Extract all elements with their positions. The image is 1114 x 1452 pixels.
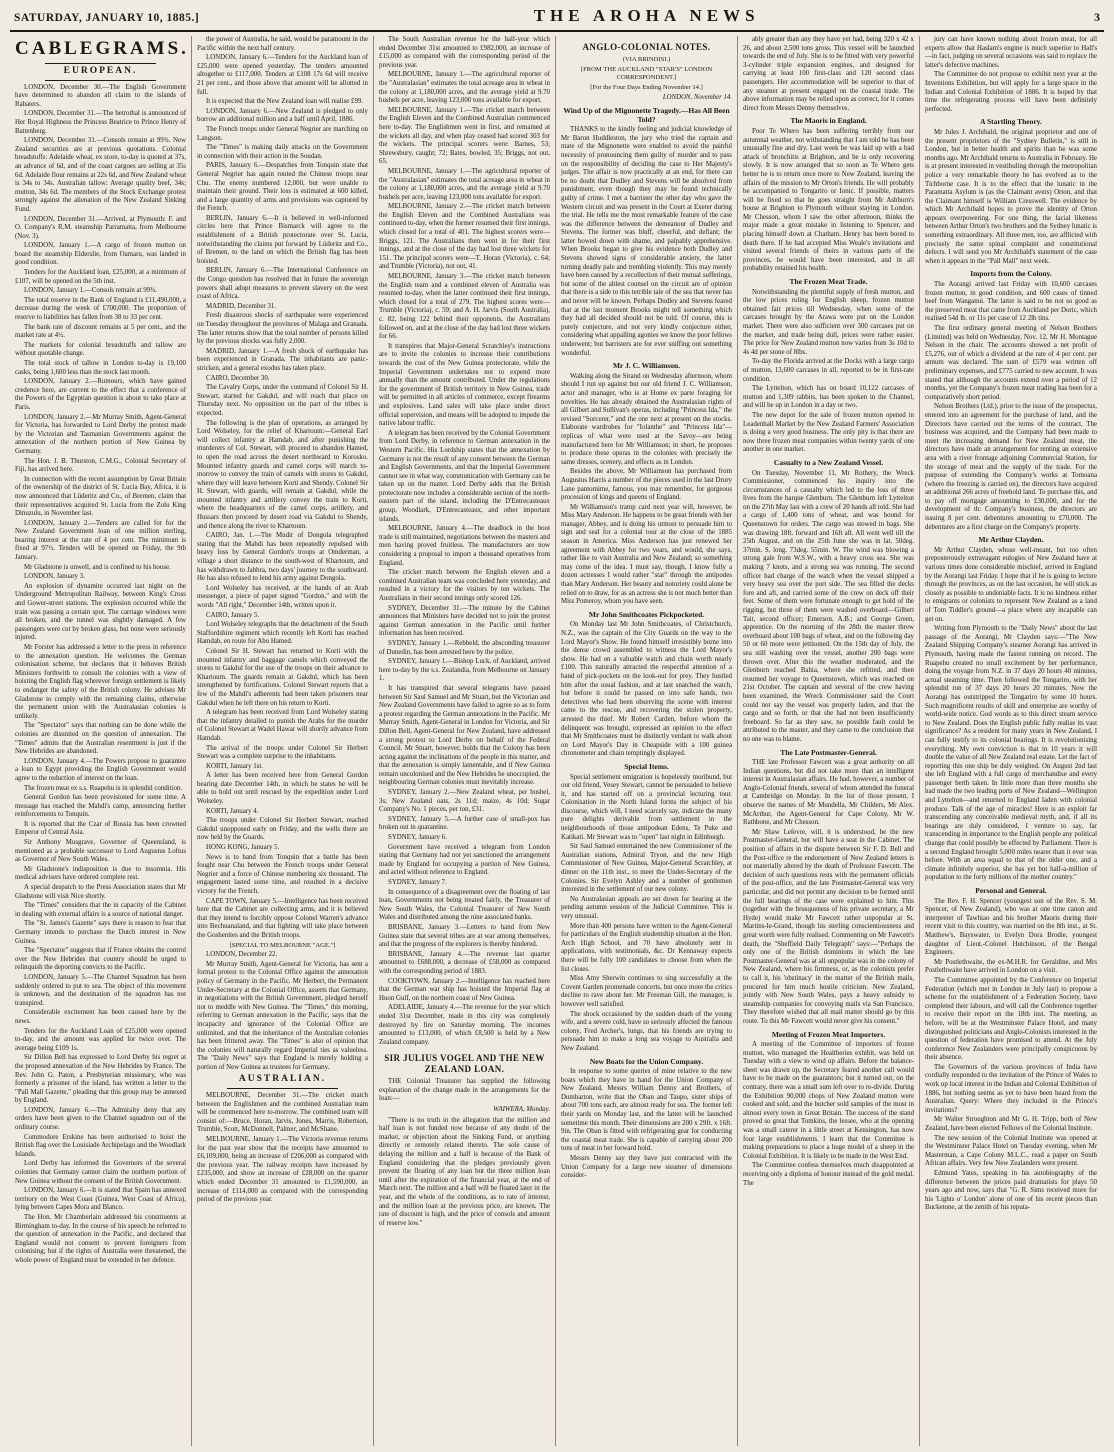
- article-paragraph: Colonel Sir H. Stewart has returned to Korti with the mounted infantry and baggage camels which conveyed the stores to Gakdul for the use of the troops on their advance to Khartoum. The guards remain at Gakdul, which has been strengthened by fortifications. Colonel Stewart reports that a few of the Mahdi's adherents had been taken prisoners near Gakdul when he left there on his return to Korti.: [197, 647, 368, 707]
- article-paragraph: LONDON, January 6.—The Admiralty deny that any orders have been given to the Channel squadron out of the ordinary course.: [15, 1106, 186, 1132]
- article-paragraph: In connection with the recent assumption by Great Britain of the ownership of the district of St. Lucia Bay, Africa, it is now announced that Lüderitz and Co., of Bremen, claim that their representatives acquired St. Lucia from the Zulu King Dinuzulu, in November last.: [15, 475, 186, 518]
- article-paragraph: The Committee do not propose to exhibit next year at the Inventions Exhibition, but will apply for a large space in the Indian and Colonial Exhibition of 1886. It is hoped by that time the refrigerating process will have been definitely perfected.: [925, 71, 1097, 113]
- article-paragraph: The Hon. J. B. Thurston, C.M.G., Colonial Secretary of Fiji, has arrived here.: [15, 457, 186, 474]
- article-paragraph: Special settlement emigration is hopelessly moribund, but our old friend, Vesey Stewart, cannot be persuaded to believe it, and has started off on a provincial lecturing tour. Colonisation in the North Island forms the subject of his discourse, which will, I need scarcely say, indicate the many pure delights derivable from settlement in the neighbourhoods of those antipodean Edens, Te Puke and Katikati. Mr Stewart was to "open" last night in Edinburgh.: [561, 773, 732, 841]
- article-paragraph: A meeting of the Committee of importers of frozen mutton, who managed the Healtheries exhibit, was held on Tuesday with a view to wind up affairs. Before the balance-sheet was drawn up, the Secretary feared another call would have to be made on the guarantors; but it turned out, on the contrary, there was a small sum left over to re-divide. During the Exhibition 90,000 chops of New Zealand mutton were cooked and sold, and the butcher sold samples of the most in almost every town in Great Britain. The success of the stand proved so great that Tomkins, the lessee, who at the opening was a small caterer in a little street at Kensington, has now four large establishments. I learn that the Committee is making preparations to place a huge model of a sheep in the Colonial Exhibition. It is likely to be made in the West End.: [743, 1041, 914, 1160]
- article-paragraph: Mr Postlethwaite, the ex-M.H.R. for Geraldine, and Mrs Postlethwaite have arrived in London on a visit.: [925, 958, 1097, 975]
- article-paragraph: LONDON, January 6.—New Zealand is pledged to only borrow an additional million and a half until April, 1886.: [197, 107, 368, 124]
- article-paragraph: On Monday last Mr John Smithcoates, of Christchurch, N.Z., was the captain of the City Guards on the way to the Lord Mayor's Show. He found himself irresistibly borne into the dense crowd assembled to witness the Lord Mayor's show. He had on a valuable watch and chain worth nearly £100. This naturally attracted the respectful attention of a band of pick-pockets on the look-out for prey. They hustled him after the usual fashion, and at last snatched the watch, but before it could be passed on into safe hands, two detectives who had been observing the scene with interest came to the rescue, and recovering the stolen property, arrested the thief. Mr Robert Carden, before whom the delinquent was brought, expressed an opinion to the effect that Mr Smithcoates must be distinctly verdant to walk about on Lord Mayor's Day in Cheapside with a 100 guinea chronometer and chain temptingly displayed.: [561, 621, 732, 758]
- article-paragraph: LONDON, December 31.—Consols remain at 99¾. New Zealand securities are at previous quotations. Colonial breadstuffs: Adelaide wheat, ex store, to-day is quoted at 37s, an advance of 6d, and of the coast cargoes are selling at 35s 6d. Adelaide flour remains at 22s 6d, and New Zealand wheat is 34s to 34s. Australian tallow: Average quality beef, 34s; mutton, 34s 6d. The members of the Stock Exchange protest strongly against the alienation of the New Zealand Sinking Fund.: [15, 137, 186, 213]
- article-paragraph: MELBOURNE, January 1.—The agricultural reporter of the "Australasian" estimates the total acreage area in wheat in the colony at 1,180,000 acres, and the average yield at 9.70 bushels per acre, leaving 123,000 tons available for export.: [379, 71, 550, 105]
- article-paragraph: The French troops under General Negrier are marching on Langson.: [197, 125, 368, 142]
- article-paragraph: LONDON, January 3.: [24, 573, 85, 581]
- article-paragraph: Lord Derby has informed the Governors of the several colonies that Germany cannot claim the northern portion of New Guinea without the consent of the British Government.: [15, 1160, 186, 1185]
- article-paragraph: BERLIN, January 6.—The International Conference on the Congo question has resolved that in future the sovereign powers shall adopt measures to prevent slavery on the west coast of Africa.: [197, 267, 368, 301]
- article-paragraph: Tenders for the Auckland Loan of £25,000 were opened to-day, and the amount was applied for twice over. The average being £109 1s.: [15, 1027, 186, 1052]
- article-paragraph: The frozen meat ex s.s. Ruapehu is in splendid condition.: [24, 784, 183, 792]
- article-paragraph: Mr Shaw Lefevre, will, it is understood, be the new Postmaster-General, but will have a seat in the Cabinet. The position of affairs in the dispute between Sir F. D. Bell and the Post-office re the endorsement of New Zealand letters is not materially altered by the death of Professor Fawcett. The decision of such questions rests with the permanent officials of the post-office, and the late Postmaster-General was very particular, and did not permit any decision to be formed until the full bearings of the case were explained to him. This (together with the brusqueness of his private secretary, a Mr Hyde) would make Mr Fawcett rather unpopular at St. Martins-le-Grand, though his sterling conscientiousness and great worth were fully realised. Commenting on Mr Fawcett's death, the "Sheffield Daily Telegraph" says:—"Perhaps the only one of the British dominions in which the late Postmaster-General was at all unpopular was in the colony of New Zealand, where his firmness, or, as the colonists prefer to call it, his 'obstinacy' in the matter of the British mails, procured for him much hostile criticism. New Zealand, jointly with New South Wales, pays a heavy subsidy to steamship companies for conveying mails via San Francisco. They therefore wished that all mail matter should go by this route. To this Mr Fawcett would never give his consent.": [743, 828, 914, 1025]
- article-paragraph: THE Colonial Treasurer has supplied the following explanation of the change made in the arrangements for the loan:—: [379, 1078, 550, 1103]
- article-paragraph: THANKS to the kindly feeling and judicial knowledge of Mr Baron Huddleston, the jury who tried the captain and mate of the Mignonette were enabled to avoid the painful necessity of pronouncing them guilty of murder and to pass on the responsibility of deciding the case to Her Majesty's judges. The affair is now practically at an end, for there can be no doubt that Dudley and Stevens will be absolved from punishment, even though they may be found technically guilty of crime. I met a barrister the other day who gave the Western circuit and was present in the Court at Exeter during the trial. He tells me the most remarkable feature of the case was the difference between the demeanour of Dudley and Stevens. The former was bluff, cheerful, and defiant; the latter bowed down with shame, and palpably apprehensive. When Brooks began to give his evidence both Dudley and Stevens showed signs of considerable anxiety, the latter turning deadly pale and trembling violently. This may merely have been caused by a recollection of their mutual sufferings, but some of the ablest counsel on the circuit are of opinion that there is a side to this terrible tale of the sea that never has and never will be known. Perhaps Dudley and Stevens feared that at the last moment Brooks might tell something which they had all decided should not be told. Of course, this is purely conjecture, and not very kindly conjecture either, considering what appalling agonies we know the poor fellows underwent; but barristers are for ever sniffing out something wonderful.: [561, 126, 732, 357]
- article-paragraph: Lord Wolseley has received, at the hands of an Arab messenger, a piece of paper signed "Gordon," and with the words "All right," December 14th, written upon it.: [197, 584, 368, 609]
- article-paragraph: No Australasian appeals are set down for hearing at the pending autumn session of the Judicial Committee. This is very unusual.: [561, 895, 732, 920]
- article-paragraph: Mr Arthur Clayden, whose well-meant, but too often preposterously extravagant eulogies of New Zealand have at various times done considerable mischief, arrived in England by the Aorangi last Friday. I hope that if he is going to lecture through the provinces, as on the last occasion, he will stick as closely as possible to undeniable facts. It is no kindness either to emigrants or colonists to represent New Zealand as a land of Tom Tiddler's ground—a place where any incapable can get on.: [925, 546, 1097, 623]
- column-3: [374, 36, 556, 1446]
- article-subhead: Wind Up of the Mignonette Tragedy.—Has All Been Told?: [563, 105, 730, 124]
- article-paragraph: COOKTOWN, January 2.—Intelligence has reached here that the German war ship has hoisted the Imperial flag at Huon Gulf, on the northern coast of New Guinea.: [379, 977, 550, 1002]
- article-dateline: LONDON, November 14.: [662, 94, 732, 102]
- column-2: [192, 36, 374, 1446]
- article-paragraph: The South Australian revenue for the half-year which ended December 31st amounted to £982,000, an increase of £15,000 as compared with the corresponding period of the previous year.: [379, 36, 550, 69]
- article-paragraph: It has transpired that several telegrams have passed between Sir Saul Samuel and Mr Stuart, but the Victorian and New Zealand Governments have failed to agree so as to form a protest regarding the German annexations in the Pacific. Mr Murray Smith, Agent-General in London for Victoria, and Sir Dillon Bell, Agent-General for New Zealand, have addressed a strong protest to Lord Derby on behalf of the Federal Council. Mr Stuart, however, holds that the Colony has been acting against the inclinations of the people in this matter, and that the annexation is simply lamentable, and if New Guinea remain uncolonised and the New Hebrides be unoccupied, the neighbouring German colonies must inevitably increase.: [379, 684, 550, 787]
- article-paragraph: The total stock of tallow in London to-day is 19,100 casks, being 1,600 less than the stock last month.: [15, 360, 186, 376]
- article-paragraph: It transpires that Major-General Scratchley's instructions are to invite the colonies to increase their contributions towards the cost of the New Guinea protectorate, while the Imperial Government undertakes not to expend more annually than the amount contributed. Under the regulations for the government of British territory in New Guinea, trade will be permitted in all articles of commerce, except firearms and explosives. Land sales will take place under direct official supervision, and means will be adopted to impede the native labour traffic.: [379, 342, 550, 428]
- article-paragraph: Edmund Yates, speaking in his autobiography of the difference between the prices paid dramatists for plays 50 years ago and now, says that "G. R. Sims received more for his 'Lights o' London' alone of one of his recent pieces than Bucketone, at the zenith of his reputa-: [925, 1170, 1097, 1212]
- article-paragraph: Commodore Erskine has been authorised to hoist the British flag over the Louisiade Archipelago and the Woodlark Islands.: [15, 1133, 186, 1158]
- article-paragraph: jury can have known nothing about frozen meat, for all experts allow that Haslam's engine is much superior to Hall's—in fact, judging on several occasions was said to replace the latter's defective machines.: [925, 36, 1097, 69]
- article-paragraph: Sir Anthony Musgrave, Governor of Queensland, is mentioned as a probable successor to Lord Augustus Loftus as Governor of New South Wales.: [15, 839, 186, 864]
- article-paragraph: "There is no truth in the allegation that the million and half loan is not funded now because of any doubt of the market, or objection about the Sinking Fund, or anything directly or remotely related thereto. The sole cause of delaying the million and a half is because of the Bank of England considering that the pledges previously given prevent the floating of any loan but the three million loan until after the expiration of the financial year, at the end of March next. The million and a half will be floated later in the year, and the whole of the conditions, as to rate of interest, and the million loan at the previous price, are known. The rate of discount is high, and the price of consols and amount of reserve low.": [379, 1116, 550, 1227]
- article-subhead: Personal and General.: [975, 886, 1047, 895]
- article-paragraph: ably greater than any they have yet had, being 320 x 42 x 26, and about 2,500 tons gross. This vessel will be launched towards the end of July. She is to be fitted with very powerful 3-cylinder triple expansion engines, and designed for carrying at least 100 first-class and 120 second class passengers. Her accommodation will be superior to that of any steamer at present engaged on the coastal trade. The above information may be relied upon as correct, for it comes direct from Messrs Denny themselves.: [743, 36, 914, 112]
- section-subtitle: AUSTRALIAN.: [238, 1074, 327, 1085]
- article-paragraph: LONDON, January 4.—The Powers propose to guarantee a loan to Egypt providing the English Government would agree to the reduction of interest on the loan.: [15, 757, 186, 782]
- article-paragraph: On Tuesday, November 11, Mr Rothery, the Wreck Commissioner, commenced his inquiry into the circumstances of a casualty which led to the loss of three lives from the barque Glenburn. The Glenburn left Lyttelton on the 27th May last with a crew of 20 hands all told. She had a cargo of 1,400 tons of wheat, and was bound for Queenstown for orders. The cargo was stowed in bags. She was drawing 18ft. forward and 16ft aft. All went well till the 25th August, and on the 25th June she was in lat. 50deg. 37min. S, long. 73deg. 55min. W. The wind was blowing a strong gale from W.S.W., with a heavy cross sea. She was making 7 knots, and a strong sea was running. The second officer had charge of the watch when the vessel shipped a very heavy sea over the port side. The sea filled the decks fore and aft, and carried some of the crew on deck off their feet. Some of them were fortunate enough to get hold of the rigging, but three of them were washed overboard—Gilbert Tait, second officer; Emerson, A.B.; and George Green, apprentice. On the morning of the 28th the master threw overboard about 100 bags of wheat, and on the following day 50 or 60 more were jettisoned. On the 15th day of July, the sea still washing over the vessel, another 200 bags were thrown over. After this the weather moderated, and the Glenburn reached Bahia, where she refitted, and then resumed her voyage to Queenstown, which was reached on 21st October. The captain and several of the crew having been examined, the Wreck Commissioner said the Court could not say the vessel was properly laden, and that the cargo and so forth, or that she had not been insufficiently freeboard. So far as they saw, no possible fault could be attributed to the master, and they came to the conclusion that no one was to blame.: [743, 469, 914, 743]
- article-paragraph: It is expected that the New Zealand loan will realise £99.: [206, 98, 364, 106]
- column-6: [920, 36, 1102, 1446]
- article-paragraph: The Lyttelton, which has on board 10,122 carcases of mutton and 1,309 rabbits, has been spoken in the Channel, and will be up in London in a day or two.: [743, 385, 914, 410]
- column-1: [10, 36, 192, 1446]
- article-paragraph: SYDNEY, January 7.: [388, 879, 447, 886]
- article-paragraph: Mr Gladstone is unwell, and is confined to his house.: [24, 563, 171, 571]
- article-paragraph: The "Times" is making daily attacks on the Government in connection with their action in the Soudan.: [197, 144, 368, 160]
- article-paragraph: BERLIN, January 6.—It is believed in well-informed circles here that Prince Bismarck will agree to the establishment of a British protectorate over St. Lucia, notwithstanding the claims put forward by Lüderitz and Co., of Bremen, to the land on which the British flag has been hoisted.: [197, 214, 368, 265]
- article-paragraph: The Committee appointed by the Conference on Imperial Federation (which met in London in July last) to propose a scheme for the establishment of a Federation Society, have completed their labours, and will call the Conference together to receive their report on the 18th inst. The meeting, as before, will be at the Westminster Palace Hotel, and many distinguished politicians and Anglo-Colonists interested in the question of federation have promised to attend. At the July conference New Zealanders were principally conspicuous by their absence.: [925, 976, 1097, 1062]
- article-paragraph: SYDNEY, January 1.—Rebbeld, the absconding treasurer of Dunedin, has been arrested here by the police.: [379, 639, 550, 656]
- article-paragraph: An explosion of dynamite occurred last night on the Underground Metropolitan Railway, between King's Cross and Gower-street stations. The explosion occurred while the train was passing a certain spot. The carriage windows were all broken, and the tunnel was slightly damaged. A few passengers were cut by broken glass, but none were seriously injured.: [15, 582, 186, 642]
- article-paragraph: MELBOURNE, January 1.—The cricket match between the English Eleven and the Combined Australian commenced here to-day. The Englishmen went in first, and remained at the wickets all day, and when play ceased had scored 303 for the wickets. The principal scorers were: Barnes, 53; Shrewsbury, caught; 72; Bates, bowled, 35; Briggs, not out, 65.: [379, 106, 550, 166]
- article-paragraph: LONDON, January 5.—The Channel Squadron has been suddenly ordered to put to sea. The object of this movement is unknown, and the destination of the squadron has not transpired.: [15, 973, 186, 1007]
- article-paragraph: Fresh disastrous shocks of earthquake were experienced on Tuesday throughout the provinces of Malaga and Granada. The latter returns show that the total number of persons killed by the previous shocks was fully 2,000.: [197, 312, 368, 346]
- article-dateline: WAIWERA, Monday.: [493, 1106, 550, 1114]
- article-paragraph: Government have received a telegram from London stating that Germany had not yet sanctioned the arrangement made by England for occupying a portion of New Guinea, and acted without reference to England.: [379, 843, 550, 877]
- column-5: [738, 36, 920, 1446]
- article-paragraph: MELBOURNE, January 4.—The deadlock in the boot trade is still maintained, negotiations between the masters and men having proved fruitless. The manufacturers are now considering a proposal to import a thousand operatives from England.: [379, 525, 550, 567]
- newspaper-title: THE AROHA NEWS: [533, 6, 760, 25]
- article-paragraph: The "Times" considers that the in capacity of the Cabinet in dealing with external affairs is a source of national danger.: [15, 902, 186, 918]
- article-paragraph: The Hon. Mr Chamberlain addressed his constituents at Birmingham to-day. In the course of his speech he referred to the question of annexation in the Pacific, and declared that England would not consent to prevent foreigners from colonising; but if the rights of Australia were threatened, the whole power of England must be extended in her defence.: [15, 1214, 186, 1264]
- article-paragraph: Writing from Plymouth to the "Daily News" about the last passage of the Aorangi, Mr Clayden says:—"The New Zealand Shipping Company's steamer Aorangi has arrived in Plymouth, having made the fastest running on record. The Ruapehu created no small excitement by her performance, doing the voyage from N.Z. in 37 days 20 hours 40 minutes, actual steaming time. Then followed the Tongariro, with her splendid run of 37 days 20 hours 20 minutes. Now the Aorangi has outstripped the Tongariro by some 10 hours. Such magnificent results of skill and enterprise are worthy of world-wide notice. God words as to this direct steam service to New Zealand. Does the English public fully realise its vast significance? As a resident for many years in New Zealand, I can fully testify to its colonial bearings. It is revolutionising everything. My own conviction is that in 10 years it will double the value of all New Zealand real estate. Let the fact of reporting this one ship be duly weighed. On August 2nd last she left England with a full cargo of merchandise and every passenger berth taken. In little more than three months she had made the two leading ports of New Zealand—Wellington and Lyttelton—and returned to England laden with colonial produce. Talk of the age of miracles! Here is an exploit far transcending any conceivable medieval myth, and, if all its bearings are duly considered, I venture to say, far transcending in importance to the English people any political change that could possibly be effected by Parliament. There is a second England brought 5,000 miles nearer than it ever was before. With an area equal to that of the older one, and a climate infinitely superior, she has yet but half-a-million of population to the forty millions of the mother country.": [925, 625, 1097, 882]
- article-paragraph: MELBOURNE, January 1.—The Victoria revenue returns for the past year show that the receipts have amounted to £6,109,000, being an increase of £206,000 as compared with the previous year. The railway receipts have increased by £235,000, and show an increase of £28,000 on the quarter which ended December 31 amounted to £1,590,000, an increase of £114,000 as compared with the corresponding period of the previous year.: [197, 1136, 368, 1204]
- article-paragraph: MADRID, January 1.—A fresh shock of earthquake has been experienced in Granada. The inhabitants are panic-stricken, and a general exodus has taken place.: [197, 347, 368, 372]
- article-paragraph: A special despatch to the Press Association states that Mr Gladstone will visit Nice shortly.: [15, 884, 186, 900]
- article-paragraph: In consequence of a disagreement over the floating of last loan, Governments not being treated fairly, the Treasurer of New South Wales, the Colonial Treasurer of New South Wales and distributed among the nine associated banks.: [379, 888, 550, 922]
- article-paragraph: Poor Te Whero has been suffering terribly from our autumnal weather, not withstanding that I am told he has been unusually fine and dry. Last week he was laid up with a bad attack of bronchitis at Brighton, and he is only recovering slowly. It is now arranged that so soon as Te Whero gets better he is to return once more to New Zealand, leaving the affairs of the mission to Mr Orton's friends. He will probably be accompanied to Tongariro or Ionic. If possible, matters will be fixed so that he goes straight from Mr Ashburn's house at Brighton to Plymouth without staying in London. Mr Chesson, whom I saw the other afternoon, thinks the major made a great mistake in listening to Spencer, and placing himself down at Chatham. Henry has been bored to death there. If he had accepted Miss Weale's invitations and visited several friends of theirs in various parts of the provinces, he would have been interested, and in all probability retained his health.: [743, 127, 914, 273]
- article-paragraph: The total reserve in the Bank of England is £11,490,000, a decrease during the week of £700,000. The proportion of reserve to liabilities has fallen from 38 to 33 per cent.: [15, 296, 186, 322]
- article-paragraph: BRISBANE, January 3.—Letters to hand from New Guinea state that several tribes are at war among themselves, and that the progress of the explorers is thereby hindered.: [379, 923, 550, 949]
- article-paragraph: Mr Williamson's tramp card next year will, however, be Miss Mary Anderson. He happens to be great friends with her manager, Abbey, and is doing his utmost to persuade him to sign and seal for a colonial tour at the close of the 1885 season in America. Miss Anderson has just renewed her agreement with Abbey for two years, and would, she says, rather like to visit Australia and New Zealand; so something may come of the idea. I must say, though, I know fully a dozen actresses I would rather "star" through the antipodes than Mary Anderson. Her beauty and notoriety could alone be relied on to draw, for as an actress she is not much better than Miss Pomeroy, whom you have seen.: [561, 503, 732, 606]
- columns: [10, 36, 1104, 1446]
- article-subhead: The Frozen Meat Trade.: [789, 277, 868, 287]
- article-paragraph: Considerable excitement has been caused here by the news.: [15, 1009, 186, 1025]
- article-paragraph: News is to hand from Tonquin that a battle has been fought near Chu between the French troops under General Negrier and a force of Chinese numbering six thousand. The engagement lasted some time, and resulted in a decisive victory for the French.: [197, 853, 368, 895]
- article-paragraph: The new session of the Colonial Institute was opened at the Westminster Palace Hotel on Tuesday evening, when Mr Masterman, a Cape Colony M.L.C., read a paper on South African affairs. Very few New Zealanders were present.: [925, 1134, 1097, 1168]
- page-number: 3: [1093, 10, 1100, 24]
- article-credit: [FROM THE AUCKLAND "STAR'S" LONDON CORRESPONDENT.]: [580, 65, 713, 82]
- masthead: [10, 6, 1104, 32]
- article-paragraph: SYDNEY, January 1.—Bishop Luck, of Auckland, arrived here to-day by the s.s. Zealandia, from Melbourne on January 1.: [379, 658, 550, 683]
- article-paragraph: LONDON, January 2.—Mr Murray Smith, Agent-General for Victoria, has forwarded to Lord Derby the protest made by the Victorian and Tasmanian Governments against the annexation of the northern portion of New Guinea by Germany.: [15, 413, 186, 455]
- article-paragraph: Sir Saul Samuel entertained the new Commissioner of the Australian stations, Admiral Tryon, and the new High Commissioner of New Guinea, Major-General Scratchley, at dinner on the 11th inst., to meet the Under-Secretary of the Colonies. Sir Evelyn Ashley and a number of gentlemen interested in the settlement of our new colony.: [561, 843, 732, 894]
- article-paragraph: The markets for colonial breadstuffs and tallow are without quotable change.: [15, 341, 186, 358]
- article-paragraph: Besides the above, Mr Williamson has purchased from Augustus Harris a number of the pieces used in the last Drury Lane pantomime, famous, you may remember, for gorgeous procession of kings and queens of England.: [561, 468, 732, 502]
- article-paragraph: LONDON, December 31.—The betrothal is announced of Her Royal Highness the Princess Beatrice to Prince Henry of Battenberg.: [15, 110, 186, 135]
- article-paragraph: MELBOURNE, December 31.—The cricket match between the Englishmen and the combined Australian team will be commenced here to-morrow. The combined team will consist of:—Bruce, Horan, Jarvis, Jones, Marris, Robertson, Trumble, Scott, McDonnell, Palmer, and McShane.: [197, 1092, 368, 1134]
- article-credit: (VIA BRINDISI.): [622, 56, 671, 63]
- article-subhead: New Boats for the Union Company.: [589, 1056, 704, 1066]
- article-paragraph: The Committee confess themselves much disappointed at receiving only a diploma of honour instead of the gold medal. The: [743, 1162, 914, 1187]
- article-paragraph: MELBOURNE, January 2.—The cricket match between the English Eleven and the Combined Australians was continued to-day, when the former resumed their first innings, which closed for a total of 401. The highest scorers were—Briggs, 121. The Australians then went in for their first innings, and at the close of the day had lost three wickets for 151. The principal scorers were—T. Horan (Victoria), c. 64; and Trumble (Victoria), not out, 41.: [379, 203, 551, 271]
- article-paragraph: Lord Wolseley telegraphs that the detachment of the South Staffordshire regiment which recently left Korti has reached Hamdab, en route for Abu Hamed.: [197, 621, 368, 646]
- article-paragraph: The new depot for the sale of frozen mutton opened in Leadenhall Market by the New Zealand Farmers' Association is doing a very good business. The only pity is that there are now three frozen meat companies within twenty yards of one another in one market.: [743, 411, 914, 454]
- article-paragraph: MELBOURNE, January 3.—The cricket match between the English team and a combined eleven of Australia was resumed to-day, when the latter continued their first innings, which closed for a total of 279. The highest scores were—Trumble (Victoria), c. 59; and A. H. Jarvis (South Australia), c. 82, being 122 behind their opponents, the Australians followed on, and at the close of the day had lost three wickets for 66.: [379, 273, 550, 341]
- article-paragraph: The shock occasioned by the sudden death of the young wife, and a severe cold, have so seriously affected the famous colony, Fred Archer's, lungs, that his friends are trying to persuade him to make a long sea voyage to Australia and New Zealand.: [561, 1010, 732, 1052]
- article-paragraph: A letter has been received here from General Gordon bearing date December 14th, in which he states he will be able to hold out until rescued by the expedition under Lord Wolseley.: [197, 772, 368, 806]
- article-paragraph: The following is the plan of operations, as arranged by Lord Wolseley, for the relief of Khartoum:—General Earl will collect infantry at Hamdab, and after punishing the murderers of Col. Stewart, will proceed to abandon Hamed, to open the road across the desert northward to Korosko. Mounted infantry guards and camel corps will march to-morrow to convey the train of camels with stores to Gakdul, where they will leave between Korti and Shendy. Colonel Sir H. Stewart, with guards, will remain at Gakdul, while the mounted infantry and artillery convey the train to Korti, where the headquarters of the camel corps, artillery, and Hussars then proceed by desert road via Gakdul to Shendy, and thence along the river to Khartoum.: [197, 419, 368, 530]
- article-paragraph: In response to some queries of mine relative to the new boats which they have in hand for the Union Company of New Zealand, Messrs William Denny and Brothers, of Dumbarton, write that the Oban and Taupo, sister ships of about 700 tons each, are almost ready for sea. The former left their yards on Monday last, and the latter will be launched sometime this month. Their dimensions are 200 x 29ft. x 16ft. 9in. The Oban is fitted with refrigerating gear for conducting the coastal meat trade. She is capable of carrying about 200 tons of meat in her forward hold.: [561, 1068, 732, 1153]
- article-subhead: Special Items.: [624, 761, 669, 771]
- article-paragraph: Miss Amy Sherwin continues to sing successfully at the Covent Garden promenade concerts, but once more the critics decline to rave about her. Mr Freeman Gill, the manager, is however well satisfied.: [561, 975, 732, 1008]
- article-paragraph: The "Spectator" says that nothing can be done while the colonies are disunited on the question of annexation. The "Times" admits that the Australian resentment is just if the New Hebrides are abandoned.: [15, 722, 186, 756]
- article-paragraph: MELBOURNE, January 1.—The agricultural reporter of the "Australasian" estimates the total acreage area in wheat in the colony at 1,180,000 acres, and the average yield at 9.70 bushels per acre, leaving 123,000 tons available for export.: [379, 167, 550, 201]
- article-paragraph: HONG KONG, January 5.: [206, 844, 280, 852]
- article-paragraph: LONDON, December 22.: [206, 951, 278, 959]
- article-subhead: The Late Postmaster-General.: [780, 747, 877, 757]
- column-4: [556, 36, 738, 1446]
- article-paragraph: The troops under Colonel Sir Herbert Stewart, reached Gakdul unopposed early on Friday, and the wells there are now held by the Guards.: [197, 817, 368, 842]
- article-subhead: Meeting of Frozen Meat Importers.: [771, 1029, 886, 1039]
- article-paragraph: Nelson Brothers (Ltd.), prior to the issue of the prospectus, entered into an agreement for the purchase of land, and the Directors have carried out the terms of the contract. The business was acquired, and the Company had been made to meet the increasing demand for New Zealand meat, the directors have made an arrangement for renting an extensive area with a river frontage adjoining Commercial Station, for the storage of meat and the supply of the trade. For the purpose of extending the Company's works at Tomoana (where the freezing is carried on), the directors have acquired an additional 266 acres of freehold land. To purchase this, and to pay off mortgage amounting to £30,000, and for the development of th: Company's business, the directors are issuing 8 per cent. debentures amounting to £70,000. The debentures are a first charge on the Company's property.: [925, 403, 1097, 531]
- article-paragraph: Tenders for the Auckland loan, £25,000, at a minimum of £107, will be opened on the 5th inst.: [15, 269, 186, 285]
- article-paragraph: The "St. James's Gazette" says there is reason to fear that Germany intends to purchase the Dutch interest in New Guinea.: [15, 920, 186, 945]
- article-paragraph: MADRID, December 31.: [206, 302, 277, 310]
- article-paragraph: The first ordinary general meeting of Nelson Brothers (Limited) was held on Wednesday, Nov. 12, Mr H. Montague Nelson in the chair. The accounts showed a net profit of £5,276, out of which a dividend at the rate of 4 per cent. per annum was declared. The sum of £579 was written off preliminary expenses, and £775 carried to new account. It was stated that although the accounts extend over a period of 12 months, yet the Company's frozen meat trading has been for a comparatively short period.: [925, 325, 1098, 401]
- article-paragraph: The Aorangi arrived last Friday with 10,600 carcases frozen mutton, in good condition, and 600 cases of tinned beef from Wanganui. The latter is said to be not so good as the preserved meat that came from Auckland per Doric, which realised 54d lb. or 11s per case of 12 2lb tins.: [925, 281, 1097, 323]
- article-paragraph: More than 400 persons have written to the Agent-General for particulars of the English studentship situation at the Hon. Arch High School, and 70 have absolutely sent in applications, with testimonials, &c. Dr Kennaway expects there will be fully 100 candidates to choose from when the list closes.: [561, 922, 732, 973]
- article-paragraph: SYDNEY, January 6.: [388, 834, 447, 842]
- title-rule: [45, 63, 156, 64]
- article-paragraph: Messrs Denny say they have just contracted with the Union Company for a large new steamer of dimensions consider-: [561, 1155, 732, 1180]
- article-paragraph: The bank rate of discount remains at 5 per cent., and the market rate at 4½.: [15, 323, 186, 340]
- article-paragraph: A telegram has been received by the Colonial Government from Lord Derby, in reference to German annexation in the Western Pacific. His Lordship states that the annexation by Germany is not the result of any consent between the German and English Governments, and that the Imperial Government cannot see in what way, communication with Germany can be taken up on the matter. Lord Derby adds that the British protectorate now includes a considerable section of the north-eastern part of the island, including the D'Entrecasteaux group, Woodlark, D'Entrecasteaux, and other important islands.: [379, 429, 550, 523]
- article-paragraph: KORTI, January 1st.: [206, 762, 263, 770]
- article-subhead: Mr John Smithcoates Pickpocketed.: [588, 609, 705, 619]
- issue-date: SATURDAY, JANUARY 10, 1885.]: [14, 12, 200, 24]
- article-subhead: Mr J. C. Williamson.: [612, 361, 681, 371]
- article-paragraph: The "Spectator" suggests that if France obtains the control over the New Hebrides that country should be urged to relinquish the deporting convicts to the Pacific.: [15, 947, 186, 972]
- article-paragraph: ADELAIDE, January 4.—The revenue for the year which ended 31st December, made in this city was completely destroyed by fire on Saturday morning. The incomes amounted to £13,000, of which £8,500 is held by a New Zealand company.: [379, 1004, 550, 1046]
- article-paragraph: LONDON, January 6.—It is stated that Spain has annexed territory on the West Coast (Guinea, West Coast of Africa), lying between Capes Mora and Blanco.: [15, 1187, 186, 1212]
- article-subhead: Casualty to a New Zealand Vessel.: [773, 457, 884, 467]
- article-paragraph: The Rev. F. H. Spencer (youngest son of the Rev. S. M. Spencer, of New Zealand), who was at one time canon and interpreter of Tawhiao and his brother Maoris during their recent visit to this country, was married on the 8th inst., at St. Matthew's, Bayswater, to Evelyn Dora Brodie, youngest daughter of Lieut.-Colonel Hutchinson, of the Bengal Engineers.: [925, 897, 1097, 957]
- article-paragraph: The Governors of the various provinces of India have cordially responded to the invitation of the Prince of Wales to work up local interest in the Indian and Colonial Exhibition of 1886, but nothing seems as yet to have been heard from the Australian. Query: Where they included in the Prince's invitations?: [925, 1063, 1097, 1114]
- article-paragraph: KORTI, January 4.: [206, 807, 259, 815]
- article-paragraph: SYDNEY, January 5.—A further case of small-pox has broken out in quarantine.: [379, 815, 550, 832]
- article-paragraph: Mr Murray Smith, Agent-General for Victoria, has sent a formal protest to the Colonial Office against the annexation policy of Germany in the Pacific. Mr Herbert, the Permanent Under-Secretary at the Colonial Office, asserts that Germany, in negotiations with the British Government, pledged herself not to meddle with New Guinea. The "Times," this morning, referring to German annexation in the Pacific, says that the incapacity and ignorance of the Colonial Office are unlimited, and that the inheritance of the Australian colonies has been frittered away. The "Times" is also of opinion that the colonies will naturally regard Imperial ties as valueless. The "Daily News" says that England is merely holding a portion of New Guinea as trustees for Germany.: [197, 960, 368, 1071]
- article-subhead: Mr Arthur Clayden.: [978, 535, 1044, 545]
- article-paragraph: Sir Dillon Bell has expressed to Lord Derby his regret at the proposed annexation of the New Hebrides by France. The Rev. John G. Paton, a Presbyterian missionary, who was formerly a prisoner of the island, has written a letter to the "Pall Mall Gazette," pleading that this group may be annexed by England.: [15, 1054, 186, 1105]
- article-paragraph: PARIS, January 6.—Despatches from Tonquin state that General Negrier has again routed the Chinese troops near Chu. The enemy numbered 12,000, but were unable to maintain their ground. Their loss is estimated at 600 killed, and a large quantity of arms and provisions was captured by the French.: [197, 162, 368, 213]
- article-paragraph: Mr Forster has addressed a letter to the press in reference to the annexation question. He welcomes the German colonisation scheme, but declares that it behoves British Ministers forthwith to consult the colonies with a view of hoisting the English flag wherever foreign settlement is likely to endanger the safety of the British colony. He advises Mr Gladstone to comply with the remaining claims, otherwise the permanent union with the Australasian colonies is unlikely.: [15, 644, 186, 720]
- article-paragraph: CAIRO, Jan. 1.—The Mudir of Dongola telegraphed stating that the Mahdi has been repeatedly repulsed with heavy loss by General Gordon's troops at Omderman, a village a short distance to the south-west of Khartoum, and has withdrawn to Jabbra, two days' journey to the southward. He has also refused to lend his army against Dongola.: [197, 532, 368, 583]
- article-paragraph: THE late Professor Fawcett was a great authority on all Indian questions, but did not take more than an intelligent interest in Australasian affairs. He had, however, a number of Anglo-Colonial friends, several of whom attended the funeral at Cambridge on Monday. In the list of those present, I observe the names of Mr Mundella, Mr Childers, Mr Alex. McArthur, the Agent-General for Cape Colony, Mr W. Rathbone, and Mr Chesson.: [743, 759, 914, 827]
- article-paragraph: LONDON, January 2.—Tenders are called for for the New Zealand Government loan of one million sterling, bearing interest at the rate of 4 per cent. The minimum is fixed at 97½. Tenders will be opened on Friday, the 9th January.: [15, 519, 186, 562]
- article-paragraph: CAPE TOWN, January 5.—Intelligence has been received here that the Cabinet are collecting arms, and it is believed that they intend to forcibly oppose Colonel Warren's advance into Bechuanaland, and that fighting will take place between the Goshenites and the British troops.: [197, 897, 368, 939]
- article-paragraph: Walking along the Strand on Wednesday afternoon, whom should I run up against but our old friend J. C. Williamson, actor and manager, who is at Home ex parte foraging for novelties. He has already obtained the Australasian rights of all Gilbert and Sullivan's operas, including "Princess Ida," the revised "Sorcerer," and the one next at present on the stocks. Elaborate wardrobes for "Iolanthe" and "Princess Ida"—replicas of what were used at the Savoy—are being manufactured here for Mr Williamson; in short, he proposes to produce these operas in the colonies with precisely the same dresses, scenery, and effects as in London.: [561, 372, 732, 466]
- subtitle-rule: [227, 1088, 338, 1089]
- article-paragraph: BRISBANE, January 4.—The revenue last quarter amounted to £688,000, a decrease of £58,000 as compared with the corresponding period of 1883.: [379, 950, 550, 975]
- article-subhead: Imports from the Colony.: [970, 269, 1052, 279]
- article-paragraph: Mr Walter Stroughton and Mr G. H. Tripp, both of New Zealand, have been elected Fellows of the Colonial Institute.: [925, 1116, 1097, 1133]
- article-paragraph: Notwithstanding the plentiful supply of fresh mutton, and the low prices ruling for English sheep, frozen mutton obtained fair prices till Wednesday, when some of the carcases brought by the Arawa were put on the London market. There were also sufficient over 300 carcases put on the market, and trade being dull, prices were rather easier. The price for New Zealand mutton now varies from 3s 10d to 4s 4d per stone of 8lbs.: [743, 288, 914, 356]
- article-subhead: A Startling Theory.: [980, 117, 1042, 127]
- article-paragraph: SYDNEY, January 2.—New Zealand wheat, per bushel, 3s; New Zealand oats, 2s 11d; maize, 4s 10d; Sugar Company's No. 1 pieces, per ton, £31.: [379, 789, 550, 814]
- article-paragraph: Mr Gladstone's indisposition is due to insomnia. His medical advisers have ordered complete rest.: [15, 865, 186, 882]
- article-headline: ANGLO-COLONIAL NOTES.: [582, 42, 711, 52]
- section-subtitle: EUROPEAN.: [63, 66, 138, 76]
- subtitle-rule: [45, 80, 156, 81]
- article-paragraph: Mr Jules J. Archibald, the original proprietor and one of the present proprietors of the "Sydney Bulletin," is still in London, but in better health and spirits than he was some months ago. Mr Archibald returns to Australia in February. He is at present interested in vestibuling through the metropolitan police a very remarkable theory he has evolved as to the Tichborne case. It is to the effect that the lunatic in the Paramatta Asylum is (as the Claimant avers) Orton, and that the Claimant himself is William Cresswell. The evidence by which Mr Archibald hopes to prove the identity of Orton appears overpowering. For one thing, the facial likeness between Arthur Orton's two brothers and the Sydney lunatic is something extraordinary. All three men, too, are afflicted with precisely the same spinal complaint and constitutional defects. I will send you Mr Archibald's statement of the case when it appears in the "Pall Mall" next week.: [925, 128, 1097, 265]
- article-paragraph: LONDON, December 31.—Arrived, at Plymouth: F. and O. Company's R.M. steamship Parramatta, from Melbourne (Nov. 3).: [15, 215, 186, 240]
- article-paragraph: To-day the Florida arrived at the Docks with a large cargo of mutton, 13,600 carcases in all, reported to be in first-rate condition.: [743, 358, 914, 383]
- article-subhead: The Maoris in England.: [790, 116, 867, 126]
- article-paragraph: It is reported that the Czar of Russia has been crowned Emperor of Central Asia.: [15, 820, 186, 837]
- article-paragraph: LONDON, December 30.—The English Government have determined to abandon all claim to the islands of Rabaters.: [15, 83, 186, 108]
- article-paragraph: A telegram has been received from Lord Wolseley stating that the infantry detailed to punish the Arabs for the murder of Colonel Stewart at Wadel Hawar will shortly advance from Hamdab.: [197, 709, 368, 742]
- article-paragraph: the power of Australia, he said, would be paramount in the Pacific within the next half century.: [197, 36, 368, 52]
- article-credit: [For the Four Days Ending November 14.]: [590, 83, 703, 91]
- article-paragraph: The Cavalry Corps, under the command of Colonel Sir H. Stewart, started for Gakdul, and will reach that place on Thursday next. No opposition on the part of the tribes is expected.: [197, 384, 368, 417]
- article-paragraph: LONDON, January 6.—Tenders for the Auckland loan of £25,000 were opened yesterday. The tenders amounted altogether to £117,000. Tenders at £108 17s 6d will receive 21 per cent., and those above that amount will be allotted in full.: [197, 54, 368, 96]
- article-headline: SIR JULIUS VOGEL AND THE NEW ZEALAND LOAN.: [384, 1053, 545, 1075]
- article-credit: [SPECIAL TO MELBOURNE "AGE."]: [229, 941, 336, 949]
- article-paragraph: SYDNEY, December 31.—The minute by the Cabinet announces that Ministers have decided not to join the protest against German annexation in the Pacific until further information has been received.: [379, 604, 550, 638]
- article-paragraph: LONDON, January 2.—Rumours, which have gained credence here, are current to the effect that a conference of the Powers of the Egyptian question is about to take place at Paris.: [15, 378, 186, 411]
- article-paragraph: The arrival of the troops under Colonel Sir Herbert Stewart was a complete surprise to the inhabitants.: [197, 744, 368, 761]
- article-paragraph: CAIRO, December 30.: [206, 374, 270, 382]
- article-paragraph: LONDON, January 1.—A cargo of frozen mutton on board the steamship Elderslie, from Oamaru, was landed in good condition.: [15, 242, 186, 267]
- article-paragraph: The cricket match between the English eleven and a combined Australian team was concluded here yesterday, and resulted in a victory for the visitors by ten wickets. The Australians in their second innings only scored 126.: [379, 569, 550, 602]
- article-paragraph: General Gordon has been provisioned for some time. A message has reached the Mahdi's camp, announcing further reinforcements to Tonquin.: [15, 794, 186, 819]
- article-paragraph: CAIRO, January 5.: [206, 611, 260, 619]
- section-title: CABLEGRAMS.: [15, 38, 189, 59]
- article-paragraph: LONDON, January 1.—Consols remain at 99¾.: [24, 287, 158, 295]
